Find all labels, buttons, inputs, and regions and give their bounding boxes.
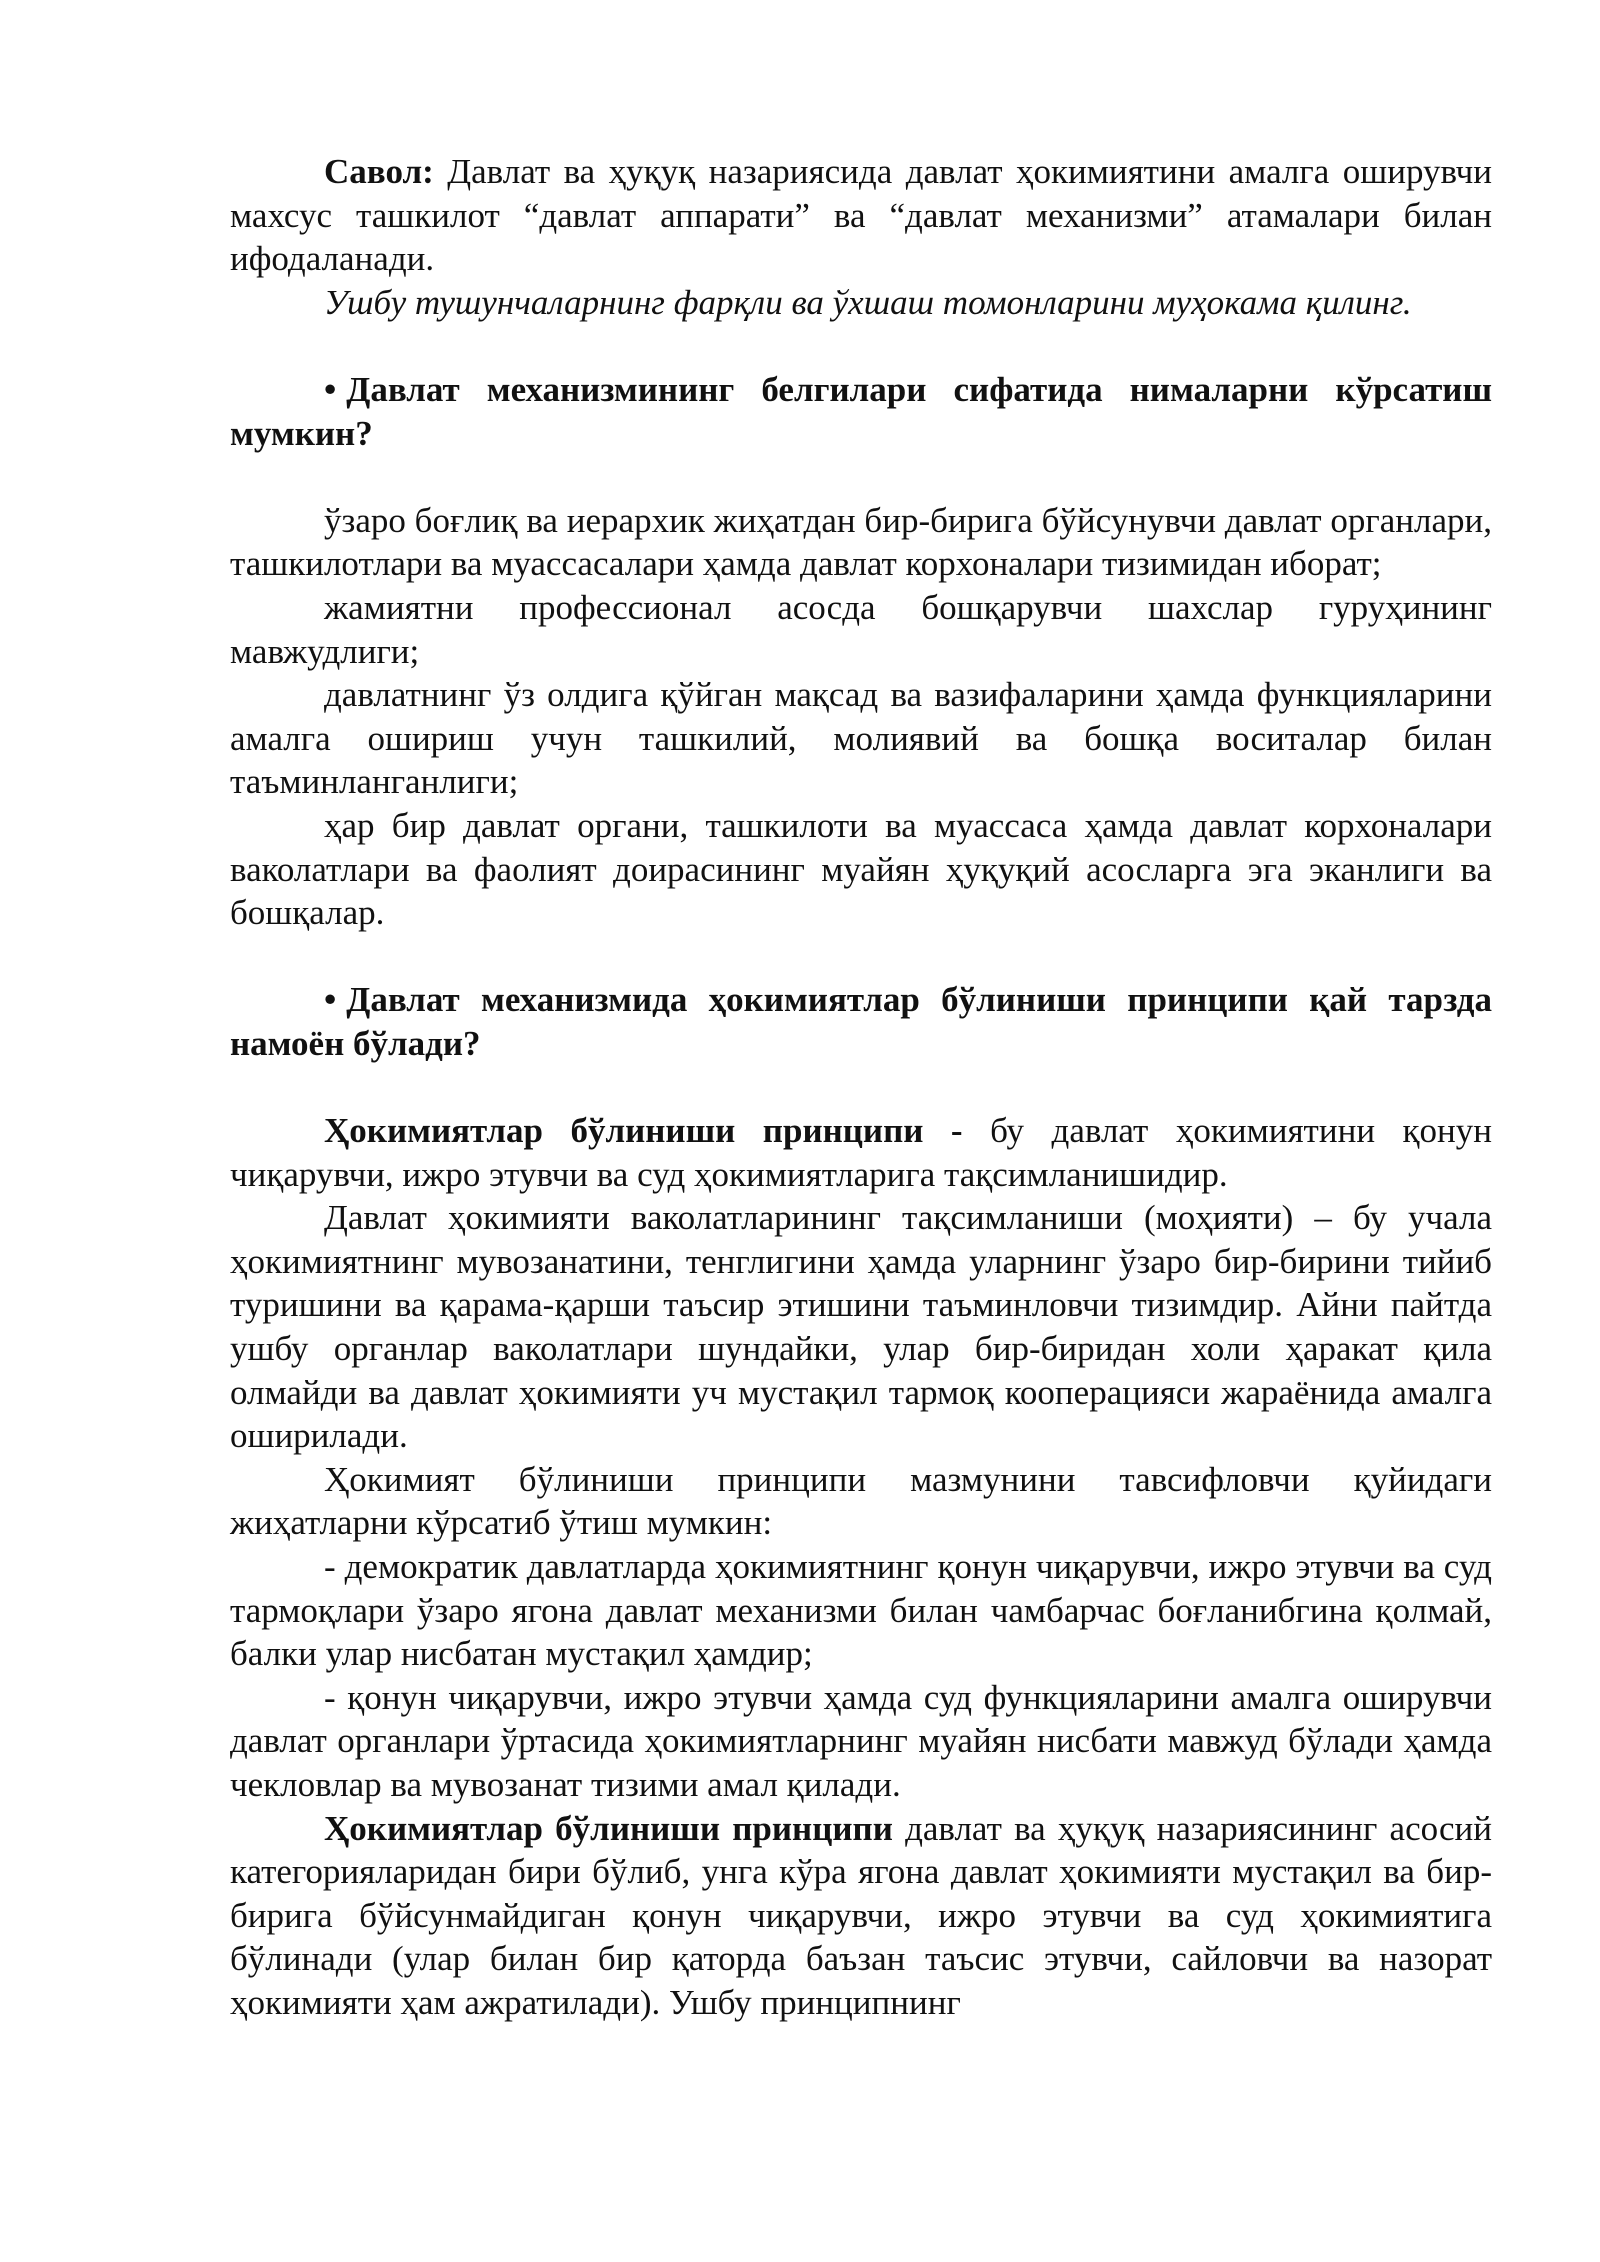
section1-item-2: жамиятни профессионал асосда бошқарувчи шахслар гуруҳининг мавжудлиги; <box>230 587 1492 671</box>
section1-heading <box>230 368 1492 455</box>
section1-heading-text: Давлат механизмининг белгилари сифатида нималарни кўрсатиш мумкин? <box>230 369 1492 453</box>
section2-paragraph-6 <box>230 1807 1492 2025</box>
section2-heading <box>230 978 1492 1065</box>
section2-paragraph-5: - қонун чиқарувчи, ижро этувчи ҳамда суд функцияларини амалга оширувчи давлат органлари ўртасида ҳокимиятларнинг муайян нисбати мавжуд бўлади ҳамда чекловлар ва мувозанат тизими амал қилади. <box>230 1677 1492 1804</box>
intro-text: Давлат ва ҳуқуқ назариясида давлат ҳокимиятини амалга оширувчи махсус ташкилот “давлат аппарати” ва “давлат механизми” атамалари билан ифодаланади. <box>230 152 1493 279</box>
spacer <box>230 1065 1492 1109</box>
section1-item-3: давлатнинг ўз олдига қўйган мақсад ва вазифаларини ҳамда функцияларини амалга ошириш учун ташкилий, молиявий ва бошқа воситалар билан таъминланганлиги; <box>230 675 1492 802</box>
principle-term: Ҳокимиятлар бўлиниши принципи - <box>324 1111 963 1151</box>
bullet-icon: • <box>324 980 337 1020</box>
spacer <box>230 935 1492 979</box>
section2-paragraph-4: - демократик давлатларда ҳокимиятнинг қонун чиқарувчи, ижро этувчи ва суд тармоқлари ўзаро ягона давлат механизми билан чамбарчас боғланибгина қолмай, балки улар нисбатан мустақил ҳамдир; <box>230 1547 1492 1674</box>
principle-term: Ҳокимиятлар бўлиниши принципи <box>324 1808 893 1848</box>
section2-heading-text: Давлат механизмида ҳокимиятлар бўлиниши принципи қай тарзда намоён бўлади? <box>230 980 1492 1063</box>
intro-task: Ушбу тушунчаларнинг фарқли ва ўхшаш томонларини муҳокама қилинг. <box>324 282 1412 322</box>
section2-paragraph-2: Давлат ҳокимияти ваколатларининг тақсимланиши (моҳияти) – бу учала ҳокимиятнинг мувозанатини, тенглигини ҳамда уларнинг ўзаро бир-бирини тийиб туришини ва қарама-қарши таъсир этишини таъминловчи тизимдир. Айни пайтда ушбу органлар ваколатлари шундайки, улар бир-биридан холи ҳаракат қила олмайди ва давлат ҳокимияти уч мустақил тармоқ кооперацияси жараёнида амалга оширилади. <box>230 1198 1492 1456</box>
intro-paragraph <box>230 150 1492 281</box>
question-label: Савол: <box>324 152 434 191</box>
section1-item-4: ҳар бир давлат органи, ташкилоти ва муассаса ҳамда давлат корхоналари ваколатлари ва фаолият доирасининг муайян ҳуқуқий асосларга эга эканлиги ва бошқалар. <box>230 805 1492 933</box>
section1-item-1: ўзаро боғлиқ ва иерархик жиҳатдан бир-бирига бўйсунувчи давлат органлари, ташкилотлари ва муассасалари ҳамда давлат корхоналари тизимидан иборат; <box>230 500 1492 584</box>
section2-paragraph-3: Ҳокимият бўлиниши принципи мазмунини тавсифловчи қуйидаги жиҳатларни кўрсатиб ўтиш мумкин: <box>230 1459 1492 1543</box>
bullet-icon: • <box>324 369 337 409</box>
section2-paragraph-1 <box>230 1109 1492 1196</box>
document-page <box>230 150 1492 2025</box>
section2-paragraph-6-text: давлат ва ҳуқуқ назариясининг асосий категорияларидан бири бўлиб, унга кўра ягона давлат ҳокимияти мустақил ва бир-бирига бўйсунмайдиган қонун чиқарувчи, ижро этувчи ва суд ҳокимиятига бўлинади (улар билан бир қаторда баъзан таъсис этувчи, сайловчи ва назорат ҳокимияти ҳам ажратилади). Ушбу принципнинг <box>230 1808 1492 2022</box>
spacer <box>230 455 1492 499</box>
section2-paragraph-1-text: бу давлат ҳокимиятини қонун чиқарувчи, ижро этувчи ва суд ҳокимиятларига тақсимланишидир. <box>230 1111 1493 1194</box>
spacer <box>230 324 1492 368</box>
